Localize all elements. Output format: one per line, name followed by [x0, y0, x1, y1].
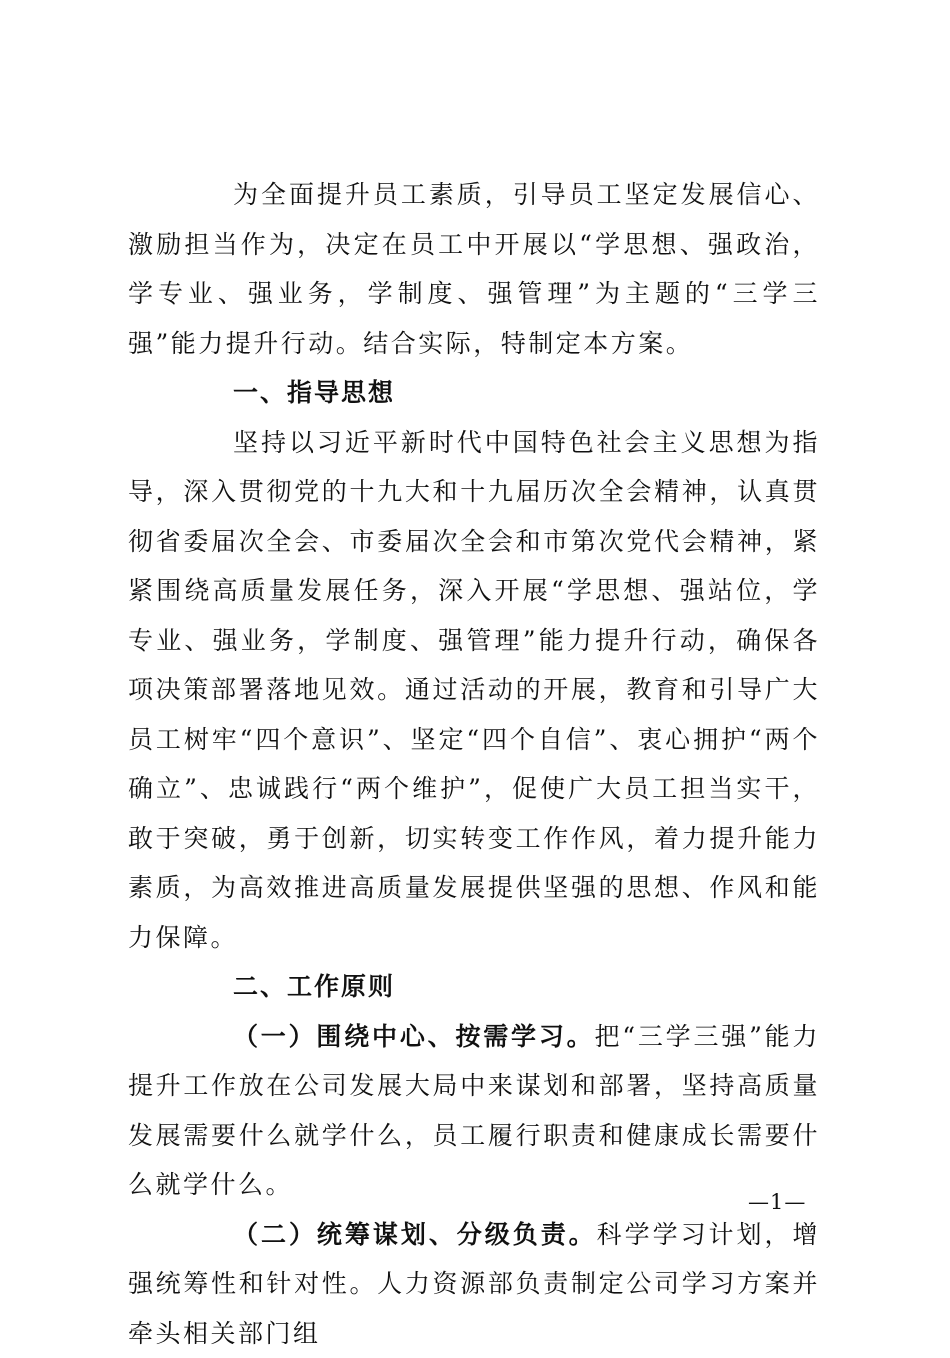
section-heading-work-principles: 二、工作原则 — [128, 962, 820, 1012]
page-number: —1— — [748, 1190, 806, 1214]
principle-paragraph-1 — [128, 1012, 820, 1210]
guiding-ideology-paragraph: 坚持以习近平新时代中国特色社会主义思想为指导，深入贯彻党的十九大和十九届历次全会精神，认真贯彻省委届次全会、市委届次全会和市第次党代会精神，紧紧围绕高质量发展任务，深入开展“学思想、强站位，学专业、强业务，学制度、强管理”能力提升行动，确保各项决策部署落地见效。通过活动的开展，教育和引导广大员工树牢“四个意识”、坚定“四个自信”、衷心拥护“两个确立”、忠诚践行“两个维护”，促使广大员工担当实干，敢于突破，勇于创新，切实转变工作作风，着力提升能力素质，为高效推进高质量发展提供坚强的思想、作风和能力保障。 — [128, 418, 820, 963]
principle-2-title: （二）统筹谋划、分级负责。 — [233, 1220, 597, 1249]
document-body — [128, 170, 820, 1358]
section-heading-guiding-ideology: 一、指导思想 — [128, 368, 820, 418]
principle-1-text: 把“三学三强”能力提升工作放在公司发展大局中来谋划和部署，坚持高质量发展需要什么就学什么，员工履行职责和健康成长需要什么就学什么。 — [128, 1022, 820, 1200]
principle-paragraph-2 — [128, 1210, 820, 1358]
intro-paragraph: 为全面提升员工素质，引导员工坚定发展信心、激励担当作为，决定在员工中开展以“学思想、强政治，学专业、强业务，学制度、强管理”为主题的“三学三强”能力提升行动。结合实际，特制定本方案。 — [128, 170, 820, 368]
principle-2-text: 科学学习计划，增强统筹性和针对性。人力资源部负责制定公司学习方案并牵头相关部门组 — [128, 1220, 820, 1348]
principle-1-title: （一）围绕中心、按需学习。 — [233, 1022, 594, 1051]
